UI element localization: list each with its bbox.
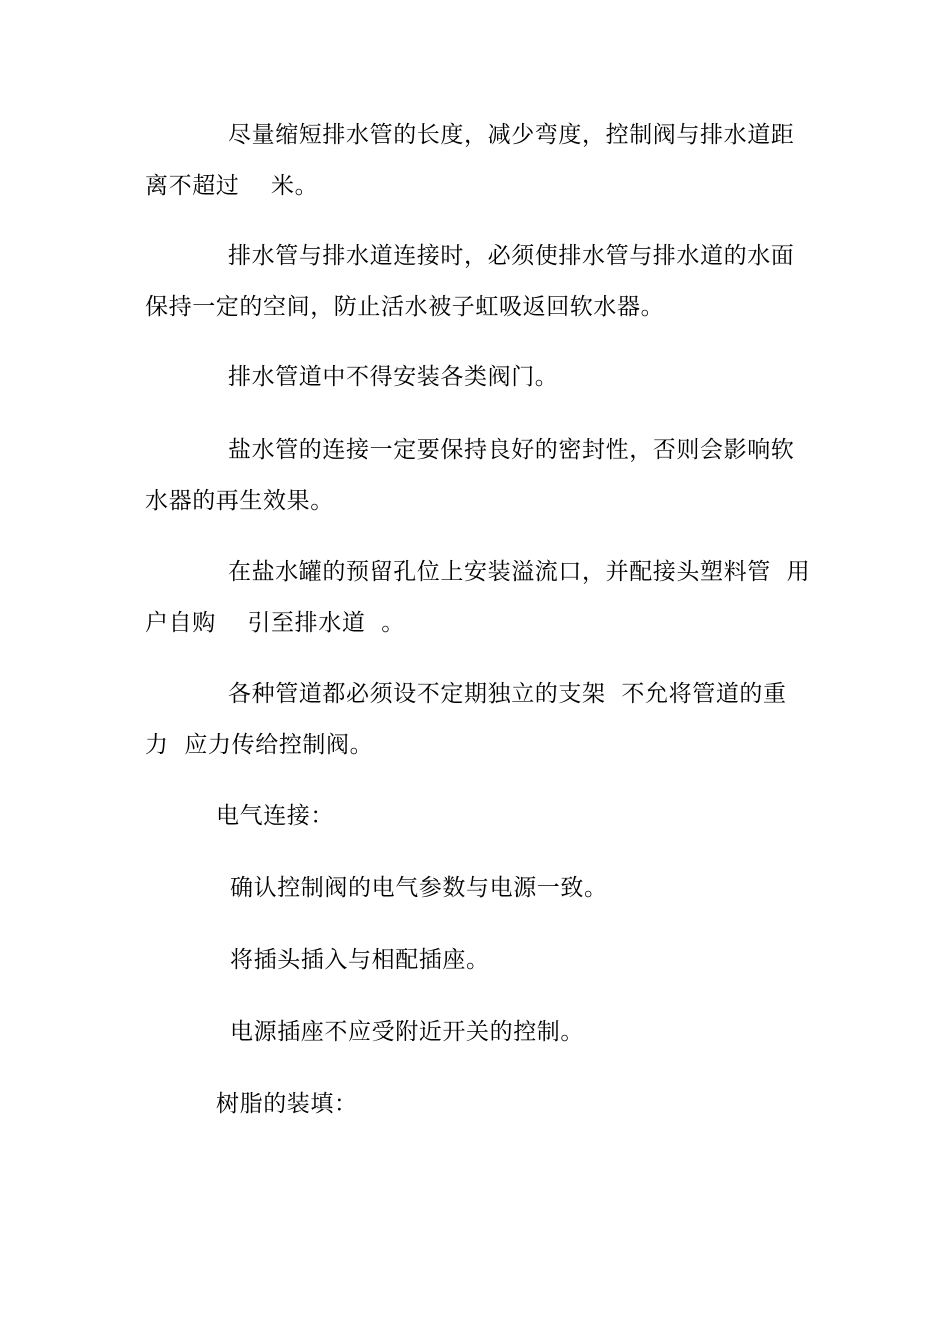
paragraph-line: 电源插座不应受附近开关的控制。 [230,1019,584,1045]
paragraph-line: 将插头插入与相配插座。 [230,947,490,973]
paragraph-line: 盐水管的连接一定要保持良好的密封性，否则会影响软 [228,437,795,463]
paragraph-line: 确认控制阀的电气参数与电源一致。 [230,875,608,901]
paragraph-line: 各种管道都必须设不定期独立的支架 不允将管道的重 [228,681,787,707]
paragraph-line: 排水管与排水道连接时，必须使排水管与排水道的水面 [228,243,795,269]
paragraph-line: 在盐水罐的预留孔位上安装溢流口，并配接头塑料管 用 [228,559,811,585]
paragraph-line: 离不超过 米。 [145,173,319,199]
section-heading: 树脂的装填： [216,1091,358,1117]
paragraph-line: 保持一定的空间，防止活水被子虹吸返回软水器。 [145,294,665,320]
paragraph-line: 排水管道中不得安装各类阀门。 [228,364,559,390]
section-heading: 电气连接： [216,803,334,829]
paragraph-line: 户自购 引至排水道 。 [145,610,405,636]
paragraph-line: 水器的再生效果。 [145,488,334,514]
paragraph-line: 力 应力传给控制阀。 [145,732,374,758]
paragraph-line: 尽量缩短排水管的长度，减少弯度，控制阀与排水道距 [228,122,795,148]
